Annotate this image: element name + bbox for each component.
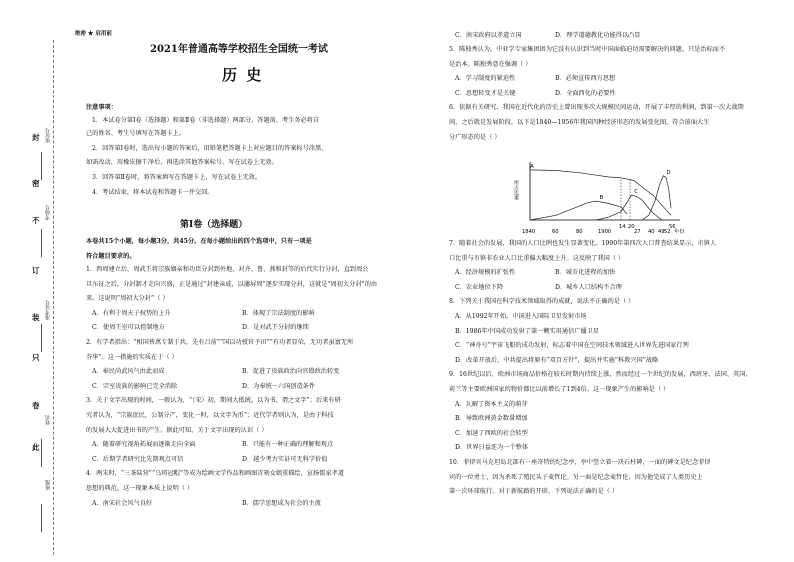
x-tick-label: 52 xyxy=(664,229,671,235)
binding-char: 封 xyxy=(32,133,40,142)
binding-field-rule xyxy=(41,439,42,467)
binding-field-label: 座位号 xyxy=(45,128,51,143)
notes-heading: 注意事项： xyxy=(86,104,117,111)
answer-option: B．1986年中国成功发射了第一颗实用通信广播卫星 xyxy=(455,327,600,335)
question-stem: 3．关于文字出现的时间，一般认为，“（宋）初，期间大抵统，以为书，谓之文字”；后来有研 xyxy=(86,397,341,405)
x-tick-label: 40 xyxy=(648,229,655,235)
answer-option: D．是对武王分封的继续 xyxy=(242,324,309,332)
answer-option: D．全面西化的必要性 xyxy=(555,89,616,97)
binding-char: 卷 xyxy=(32,401,40,410)
binding-char: 订 xyxy=(32,266,40,275)
answer-option: C．使周王室可以控制地方 xyxy=(92,324,165,332)
binding-field-label: 班级 xyxy=(45,480,51,490)
series-label: A xyxy=(530,163,534,170)
answer-option: D．理学道德教化功能得以凸显 xyxy=(555,32,641,39)
question-stem: 4．两宋时，“三茶陆营”“乌铸冠帽”等成为绘画文学作品和画图青刻女娘重描绘，宣扬儒家孝道 xyxy=(86,470,344,478)
question-stem-cont: 旦东征之后，分封制才走向兴盛，正是通过“封建亲戚，以藩屏周”逐步实现分封，这就是“周初大分封”的由 xyxy=(86,280,378,288)
question-stem-cont: 的发展大大促进出书的产生。据此可知，关于文字出现的认识（ ） xyxy=(86,426,268,434)
answer-option: D．为奉统一六国创造条件 xyxy=(242,382,316,390)
binding-field-label: 准考证号 xyxy=(45,300,51,320)
answer-option: A．奉民尚武风气由此而成 xyxy=(92,368,165,376)
binding-char: 此 xyxy=(32,443,40,452)
note-line: 3．回答第Ⅱ卷时，将答案填写在答题卡上，写在试卷上无效。 xyxy=(92,174,262,181)
question-stem-cont: 来。这说明“周初大分封”（ ） xyxy=(86,295,169,303)
binding-strip xyxy=(0,0,70,562)
question-stem-cont: 第一次环球航行。对于新航路的开辟，下列说法正确的是（ ） xyxy=(449,488,619,496)
series-label: B xyxy=(599,195,604,202)
answer-option: A．经济规模的扩张性 xyxy=(455,269,516,277)
binding-field-rule xyxy=(41,229,42,257)
answer-option: A．南宋社会风气良好 xyxy=(92,499,153,507)
binding-char: 装 xyxy=(32,313,40,322)
binding-char: 密 xyxy=(32,179,40,188)
x-tick-label: 56 xyxy=(669,224,676,230)
note-line: 如需改动，用橡皮擦干净后，再选涂其他答案标号。写在试卷上无效。 xyxy=(86,159,278,166)
x-tick-label: 60 xyxy=(552,229,559,235)
question-stem-cont: 分广形态的是（ ） xyxy=(449,133,501,141)
x-tick-label: 80 xyxy=(576,229,583,235)
question-stem: 8．下列关于我国在科学技术领域取得的成就，说法不正确的是（ ） xyxy=(449,298,635,306)
section1-intro: 本卷共15个小题，每小题3分，共45分。在每小题给出的四个选项中，只有一项是 xyxy=(86,238,312,245)
note-line: 己的姓名、考生号填写在答题卡上。 xyxy=(86,130,185,137)
answer-option: D．改革开放后，中共提出将原有“双百方针”，提出并实施“科教兴国”战略 xyxy=(455,356,659,364)
exam-title: 2021年普通高等学校招生全国统一考试 xyxy=(150,44,328,55)
binding-char: 不 xyxy=(32,216,40,225)
series-line-b xyxy=(530,201,627,220)
binding-line xyxy=(53,40,54,555)
note-line: 1．本试卷分第Ⅰ卷（选择题）和第Ⅱ卷（非选择题）两部分。答题前，考生务必将自 xyxy=(92,117,320,124)
question-stem: 5．陈独秀认为，中亚学专家集团团为它没有认识到当时中国面临迫切需要解决的问题，只是治标而不 xyxy=(449,46,726,53)
subject-title: 历 史 xyxy=(222,66,264,84)
question-stem: 6．依据有关研究，我国在近代化的历史上曾出现多次大规模民间运动，开展了丰厚的利润，到第一次大战期 xyxy=(449,104,744,112)
x-axis-label: 年份 xyxy=(674,229,685,235)
answer-option: C．思想转变才是关键 xyxy=(455,89,516,97)
y-axis-label: 所占比重 xyxy=(513,180,519,200)
note-line: 2．回答第Ⅰ卷时，选出每小题的答案后，用铅笔把答题卡上对应题目的答案标号涂黑， xyxy=(92,145,328,152)
answer-option: D．城乡人口结构不合理 xyxy=(555,283,622,291)
binding-char: 只 xyxy=(32,353,40,362)
question-stem: 1．西周建立后，周武王将宗族姻亲和功臣分封到外地，对齐、鲁、燕和封等的后代实行分封，直到周公 xyxy=(86,266,369,273)
answer-option: A．有利于周天子权势的上升 xyxy=(92,309,171,317)
answer-option: B．城市化进程的加快 xyxy=(555,269,616,277)
note-line: 4．考试结束，将本试卷和答题卡一并交回。 xyxy=(92,189,214,196)
question-stem-cont: 宾的一位勇士，因为杀死了殖民头子麦哲伦。另一面是纪念麦哲伦，因为他完成了人类历史上 xyxy=(449,473,703,481)
binding-field-rule xyxy=(41,324,42,352)
answer-option: B．导致欧洲黄金数量增加 xyxy=(455,415,528,423)
x-tick-label: 49 xyxy=(658,229,665,235)
answer-option: A．学习制度的紧迫性 xyxy=(455,75,516,83)
answer-option: D．世界日益连为一个整体 xyxy=(455,444,529,452)
series-line-a xyxy=(530,170,671,215)
economy-chart xyxy=(508,160,688,238)
secret-label: 绝密 ★ 启用前 xyxy=(75,31,112,37)
x-tick-label: 14 xyxy=(619,224,626,230)
question-stem: 2．有学者指出：“相国皆萬专制于共，先有吕前”“国以功授官予田”“有功者显荣，无功者虽富无所 xyxy=(86,339,354,346)
question-stem-cont: 究者认为，“宗族庶民，公制分产，变化一时，以文字为币”；近代学者则认为，是由于科技 xyxy=(86,412,334,419)
answer-option: B．必须宣传西方思想 xyxy=(555,75,616,83)
question-stem: 9．16世纪以后，欧洲市场商品价格在较长时期内持续上涨，然而经过一个世纪的发展，西班牙、法国、英国、 xyxy=(449,371,752,379)
question-stem: 7．随着社会的发展，我国的人口比例也发生显著变化。1990年第四次人口普查结果显示，市镇人 xyxy=(449,240,717,247)
answer-option: C．加速了西欧的社会转型 xyxy=(455,429,528,437)
answer-option: C．“神舟号”宇宙飞船的成功发射，标志着中国在空间技术领域进入世界先进国家行列 xyxy=(455,342,689,350)
series-label: D xyxy=(666,169,671,176)
answer-option: B．儒学思想成为社会的主流 xyxy=(242,499,321,507)
answer-option: B．体现了宗法制度的影响 xyxy=(242,309,315,317)
x-tick-label: 27 xyxy=(634,229,641,235)
x-tick-label: 1900 xyxy=(598,229,612,235)
binding-field-label: 姓名 xyxy=(45,415,51,425)
answer-option: A．随着研究视角拓展而逐渐走向全面 xyxy=(92,441,196,449)
x-tick-label: 1840 xyxy=(522,229,536,235)
answer-option: A．从1992年开始，中国进入国际卫星发射市场 xyxy=(455,313,587,320)
binding-field-label: 考场号 xyxy=(45,205,51,220)
question-stem-cont: 间，之后就是发展阶段。以下是1840—1956年我国四种经济形态的发展变化图，符合前面大生 xyxy=(449,119,710,126)
section1-title: 第Ⅰ卷（选择题） xyxy=(180,220,248,230)
question-stem: 10．菲律宾马克坦岛北部有一座奇特的纪念亭，亭中竖立着一块石柱碑，一面的碑文是纪念菲律 xyxy=(449,459,711,466)
answer-option: B．促进了贵族政治向官僚政治转变 xyxy=(242,368,340,376)
answer-option: C．后期学者研究比先期观点可信 xyxy=(92,455,184,463)
question-stem-cont: 荷兰等主要欧洲国家的物价都比以前增长了1到4倍。这一现象产生的影响是（ ） xyxy=(449,386,670,393)
answer-option: C．农业地位下降 xyxy=(455,283,504,291)
question-stem-cont: 口比重与市镇非农业人口比重偏大幅度上升。这反映了我国（ ） xyxy=(449,254,625,262)
answer-option: C．宗室贵族的影响已完全消除 xyxy=(92,382,178,390)
question-stem-cont: 是治本。陈独秀意在强调（ ） xyxy=(449,60,532,68)
series-line-d xyxy=(642,176,671,220)
answer-option: B．只能有一种正确的理解和观点 xyxy=(242,441,334,449)
binding-field-rule xyxy=(41,504,42,532)
answer-option: D．越少考古实证可无科学价值 xyxy=(242,455,328,463)
question-stem-cont: 思想的典范。这一现象本质上说明（ ） xyxy=(86,485,194,492)
x-tick-label: 20 xyxy=(628,224,635,230)
answer-option: A．瓦解了资本主义的萌芽 xyxy=(455,400,528,408)
series-label: C xyxy=(634,189,639,196)
section1-intro-cont: 符合题目要求的。 xyxy=(86,253,136,260)
question-stem-cont: 芬华”。这一措施的实质在于（ ） xyxy=(86,353,178,361)
answer-option: C．南宋政府以孝道立国 xyxy=(455,32,522,39)
binding-field-rule xyxy=(41,152,42,180)
